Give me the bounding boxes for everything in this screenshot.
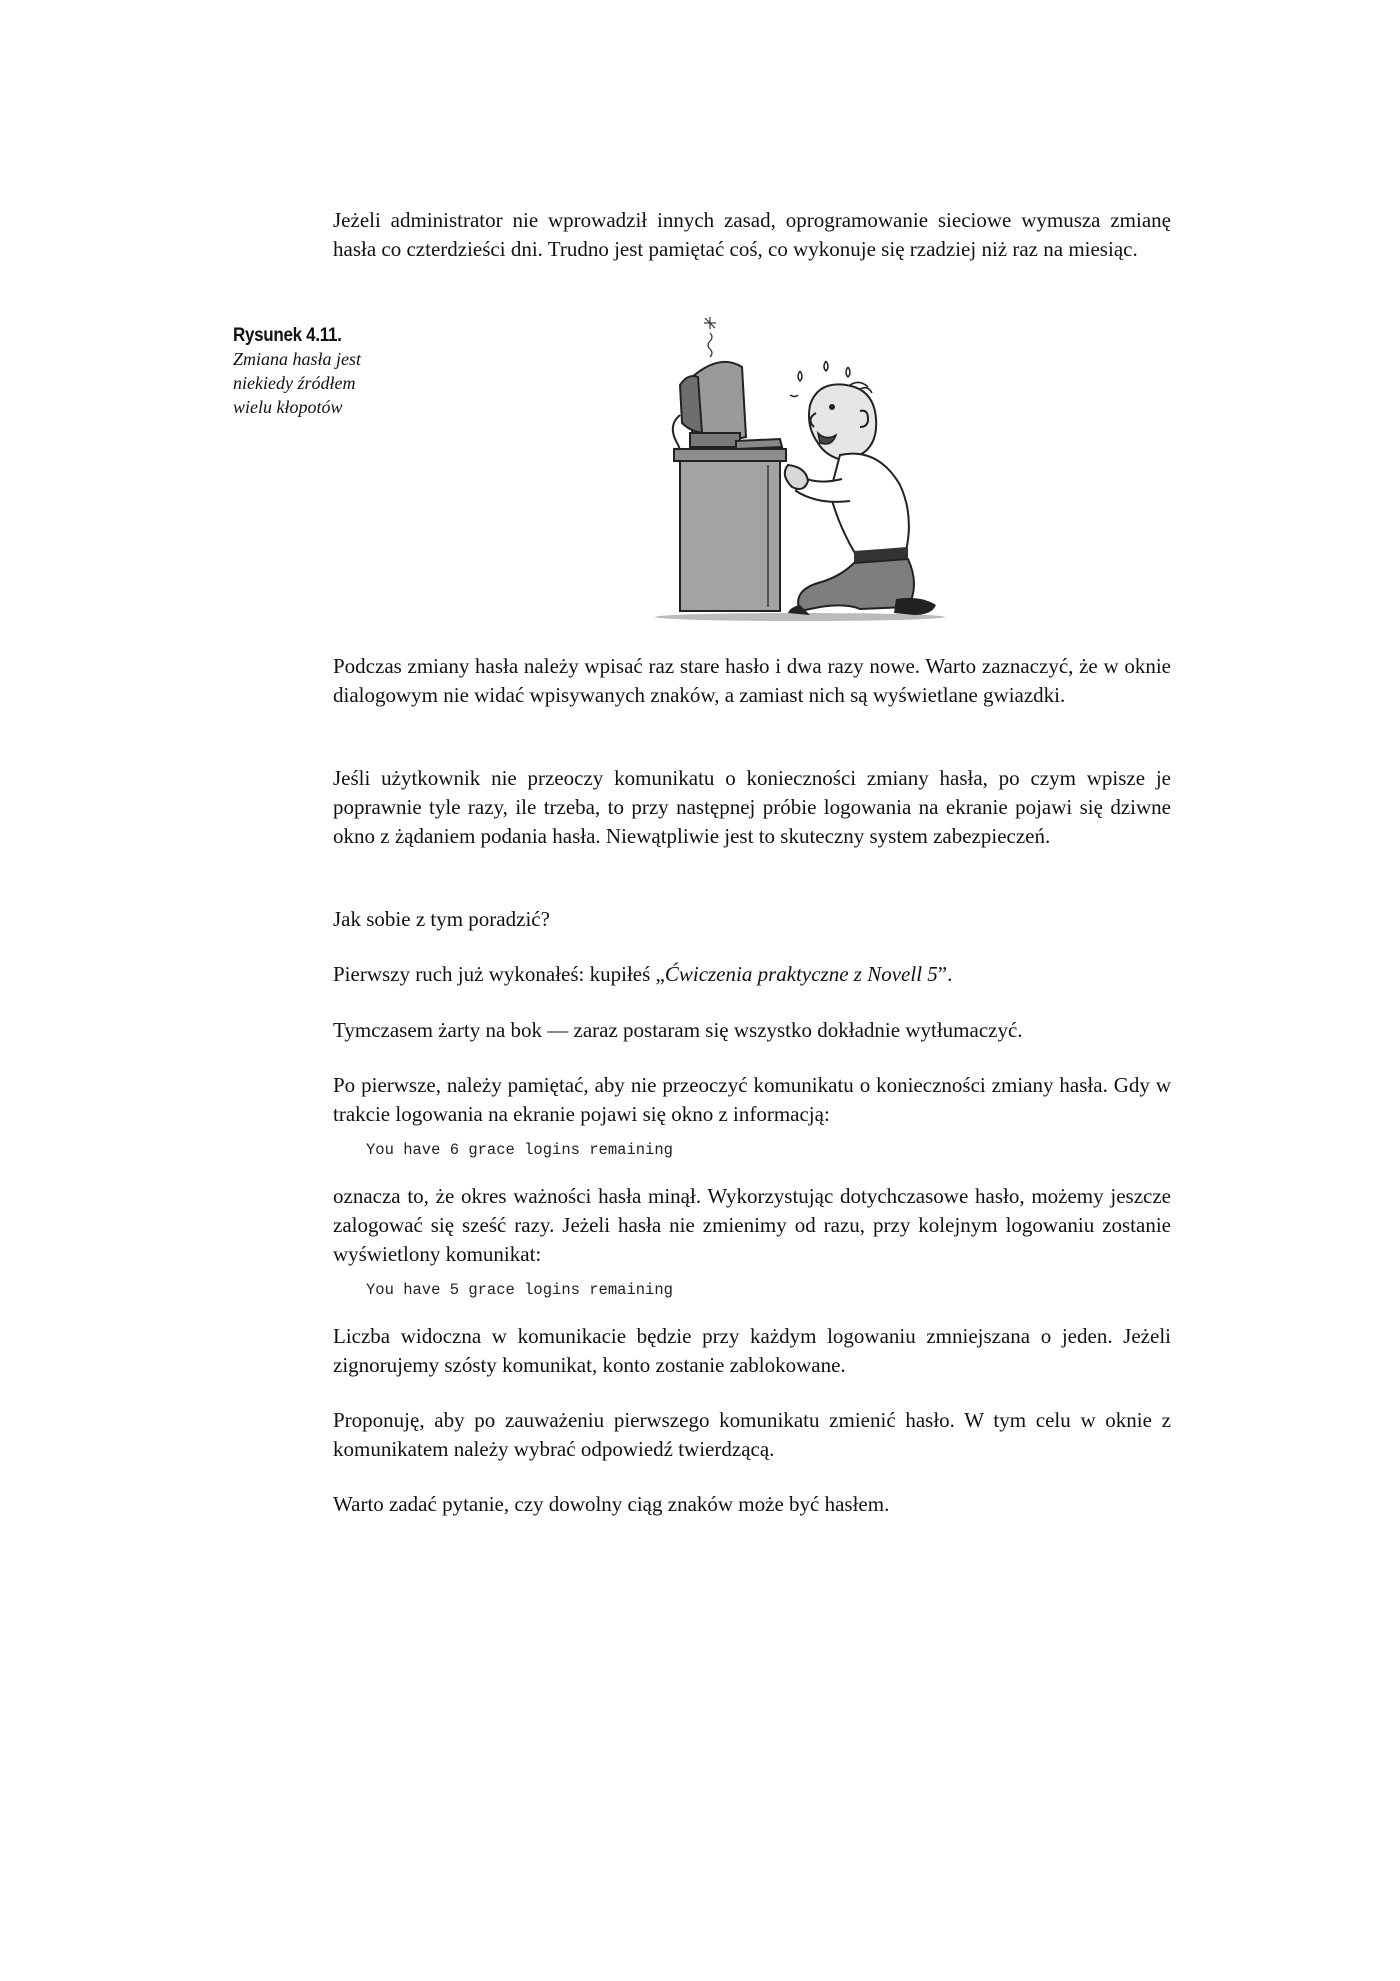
paragraph-text: Warto zadać pytanie, czy dowolny ciąg znaków może być hasłem. [333,1492,890,1516]
paragraph-intro [333,206,1171,264]
paragraph-text-part: Pierwszy ruch już wykonałeś: kupiłeś „ [333,962,665,986]
figure-label: Rysunek 4.11. [233,324,342,346]
frustrated-user-illustration-icon [650,315,960,625]
code-message-5: You have 5 grace logins remaining [366,1281,673,1299]
figure-caption-text: Zmiana hasła jest niekiedy źródłem wielu kłopotów [233,349,362,417]
paragraph-proposal [333,1406,1171,1464]
paragraph-text: Jeśli użytkownik nie przeoczy komunikatu o konieczności zmiany hasła, po czym wpisze je poprawnie tyle razy, ile trzeba, to przy następnej próbie logowania na ekranie pojawi się dziwne okno z żądaniem podania hasła. Niewątpliwie jest to skuteczny system zabezpieczeń. [333,766,1171,848]
paragraph-text: Podczas zmiany hasła należy wpisać raz stare hasło i dwa razy nowe. Warto zaznaczyć, że w oknie dialogowym nie widać wpisywanych znaków, a zamiast nich są wyświetlane gwiazdki. [333,654,1171,707]
paragraph-counter [333,1322,1171,1380]
paragraph-expired [333,1182,1171,1269]
paragraph-text [333,960,1171,989]
figure-caption [233,323,393,419]
paragraph-password-change [333,652,1171,710]
paragraph-text: Jak sobie z tym poradzić? [333,907,550,931]
paragraph-question [333,905,1171,934]
paragraph-text: Jeżeli administrator nie wprowadził innych zasad, oprogramowanie sieciowe wymusza zmianę hasła co czterdzieści dni. Trudno jest pamiętać coś, co wykonuje się rzadziej niż raz na miesiąc. [333,208,1171,261]
paragraph-text: Liczba widoczna w komunikacie będzie przy każdym logowaniu zmniejszana o jeden. Jeżeli zignorujemy szósty komunikat, konto zostanie zablokowane. [333,1324,1171,1377]
paragraph-text-part: ”. [937,962,953,986]
paragraph-text: Proponuję, aby po zauważeniu pierwszego komunikatu zmienić hasło. W tym celu w oknie z komunikatem należy wybrać odpowiedź twierdzącą. [333,1408,1171,1461]
paragraph-closing-question [333,1490,1171,1519]
paragraph-text: Po pierwsze, należy pamiętać, aby nie przeoczyć komunikatu o konieczności zmiany hasła. Gdy w trakcie logowania na ekranie pojawi się okno z informacją: [333,1073,1171,1126]
paragraph-text: oznacza to, że okres ważności hasła minął. Wykorzystując dotychczasowe hasło, możemy jeszcze zalogować się sześć razy. Jeżeli hasła nie zmienimy od razu, przy kolejnym logowaniu zostanie wyświetlony komunikat: [333,1184,1171,1266]
paragraph-security-system [333,764,1171,851]
book-title: Ćwiczenia praktyczne z Novell 5 [664,962,938,986]
paragraph-jokes-aside [333,1016,1171,1045]
paragraph-first-step [333,1071,1171,1129]
code-message-6: You have 6 grace logins remaining [366,1141,673,1159]
paragraph-text: Tymczasem żarty na bok — zaraz postaram się wszystko dokładnie wytłumaczyć. [333,1018,1023,1042]
paragraph-first-move [333,960,1171,989]
figure-illustration [650,315,960,625]
